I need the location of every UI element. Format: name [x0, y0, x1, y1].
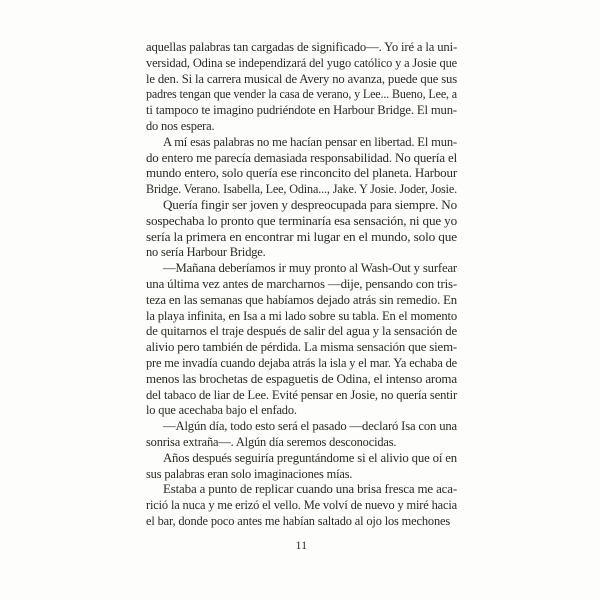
- text-line: [146, 293, 457, 309]
- text-line: [146, 482, 457, 498]
- text-line: [146, 277, 457, 293]
- text-line-content: —Mañana deberíamos ir muy pronto al Wash-Out y surfear: [163, 261, 457, 276]
- text-line-content: lo que acechaba bajo el enfado.: [146, 403, 297, 418]
- text-line: [146, 230, 457, 246]
- text-line: [146, 451, 457, 467]
- text-line-content: el bar, donde poco antes me habían saltado al ojo los mechones: [146, 513, 451, 528]
- text-line-content: una última vez antes de marcharnos —dije, pensando con tris-: [146, 276, 457, 291]
- text-line: [146, 56, 457, 72]
- text-line: [146, 166, 457, 182]
- text-line: [146, 435, 457, 451]
- text-line-content: teza en las semanas que habíamos dejado atrás sin remedio. En: [146, 292, 457, 307]
- text-line-content: mundo entero, solo quería ese rinconcito del planeta. Harbour: [146, 166, 457, 181]
- text-line-content: Estaba a punto de replicar cuando una brisa fresca me aca-: [163, 482, 457, 497]
- text-line: [146, 261, 457, 277]
- text-line: [146, 372, 457, 388]
- text-line: [146, 324, 457, 340]
- text-line: [146, 182, 457, 198]
- text-line-content: menos las brochetas de espaguetis de Odina, el intenso aroma: [146, 371, 457, 386]
- text-line: [146, 135, 457, 151]
- text-line: [146, 198, 457, 214]
- text-line-content: sospechaba lo pronto que terminaría esa sensación, ni que yo: [146, 213, 458, 228]
- text-block: [146, 40, 457, 530]
- text-line: [146, 309, 457, 325]
- text-line: [146, 419, 457, 435]
- text-line-content: de quitarnos el traje después de salir del agua y la sensación de: [146, 324, 457, 339]
- text-line: [146, 40, 457, 56]
- text-line-content: rició la nuca y me erizó el vello. Me volví de nuevo y miré hacia: [146, 498, 457, 513]
- text-line-content: do nos espera.: [146, 118, 215, 133]
- text-line-content: pre me invadía cuando dejaba atrás la isla y el mar. Ya echaba de: [146, 355, 457, 370]
- text-line: [146, 498, 457, 514]
- text-line-content: Años después seguiría preguntándome si el alivio que oí en: [163, 450, 457, 465]
- text-line: [146, 103, 457, 119]
- text-line-content: versidad, Odina se independizará del yugo católico y a Josie que: [146, 55, 457, 70]
- text-line: [146, 403, 457, 419]
- paragraph: [146, 451, 457, 483]
- text-line-content: ti tampoco te imagino pudriéndote en Harbour Bridge. El mun-: [146, 103, 457, 118]
- text-line: [146, 151, 457, 167]
- text-line-content: Bridge. Verano. Isabella, Lee, Odina..., Jake. Y Josie. Joder, Josie.: [146, 182, 457, 197]
- text-line-content: padres tengan que vender la casa de verano, y Lee... Bueno, Lee, a: [146, 87, 457, 102]
- page-number: 11: [295, 540, 308, 552]
- paragraph: [146, 261, 457, 419]
- text-line: [146, 388, 457, 404]
- text-line-content: sonrisa extraña—. Algún día seremos desconocidas.: [146, 434, 397, 449]
- text-line: [146, 245, 457, 261]
- text-line: [146, 119, 457, 135]
- paragraph: [146, 419, 457, 451]
- paragraph: [146, 135, 457, 198]
- text-line-content: Quería fingir ser joven y despreocupada para siempre. No: [163, 197, 457, 212]
- text-line-content: no sería Harbour Bridge.: [146, 245, 266, 260]
- text-line-content: la playa infinita, en Isa a mi lado sobre su tabla. En el momento: [146, 308, 457, 323]
- text-line-content: sería la primera en encontrar mi lugar en el mundo, solo que: [146, 229, 457, 244]
- paragraph: [146, 40, 457, 135]
- text-line: [146, 340, 457, 356]
- text-line-content: aquellas palabras tan cargadas de significado—. Yo iré a la uni-: [146, 40, 457, 54]
- text-line-content: alivio pero también de pérdida. La misma sensación que siem-: [146, 340, 457, 355]
- paragraph: [146, 482, 457, 529]
- text-line: [146, 514, 457, 530]
- text-line: [146, 467, 457, 483]
- text-line-content: le den. Si la carrera musical de Avery no avanza, puede que sus: [146, 71, 457, 86]
- text-line: [146, 214, 457, 230]
- text-line-content: do entero me parecía demasiada responsabilidad. No quería el: [146, 150, 457, 165]
- paragraph: [146, 198, 457, 261]
- text-line-content: sus palabras eran solo imaginaciones mías.: [146, 466, 353, 481]
- text-line-content: —Algún día, todo esto será el pasado —declaró Isa con una: [163, 419, 457, 434]
- text-line: [146, 72, 457, 88]
- text-line-content: A mí esas palabras no me hacían pensar en libertad. El mun-: [163, 134, 457, 149]
- text-line: [146, 356, 457, 372]
- text-line: [146, 87, 457, 103]
- text-line-content: del tabaco de liar de Lee. Evité pensar en Josie, no quería sentir: [146, 387, 457, 402]
